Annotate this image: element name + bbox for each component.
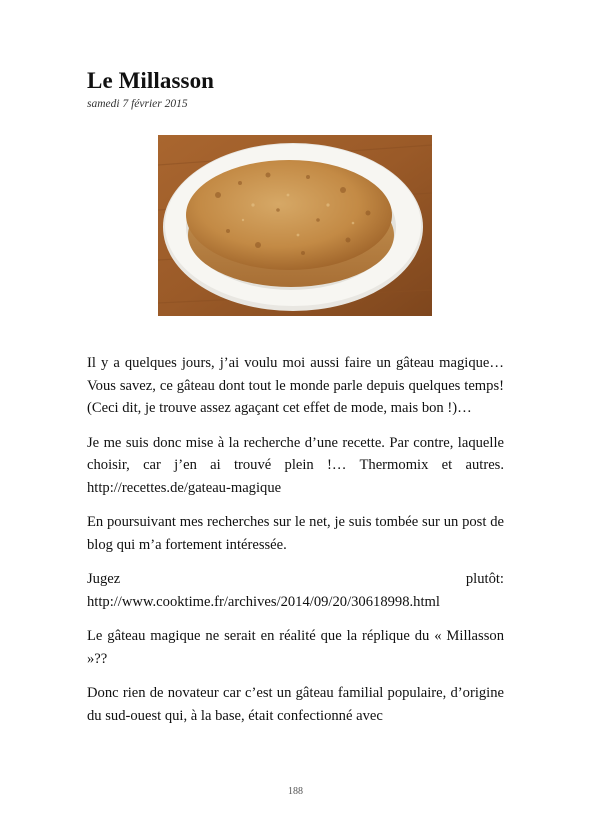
paragraph: Donc rien de novateur car c’est un gâteau familial populaire, d’origine du sud-ouest qui, à la base, était confectionné avec bbox=[87, 685, 504, 724]
paragraph: Je me suis donc mise à la recherche d’une recette. Par contre, laquelle choisir, car j’en ai trouvé plein !… Thermomix et autres. http://recettes.de/gateau-magique bbox=[87, 434, 504, 496]
paragraph: Jugez plutôt: http://www.cooktime.fr/archives/2014/09/20/30618998.html bbox=[87, 571, 504, 610]
post-date: samedi 7 février 2015 bbox=[87, 98, 188, 110]
paragraph: Il y a quelques jours, j’ai voulu moi aussi faire un gâteau magique… Vous savez, ce gâteau dont tout le monde parle depuis quelques temps! (Ceci dit, je trouve assez agaçant cet effet de mode, mais bon !)… bbox=[87, 355, 504, 416]
cake-photo bbox=[158, 135, 432, 316]
paragraph: En poursuivant mes recherches sur le net, je suis tombée sur un post de blog qui m’a fortement intéressée. bbox=[87, 514, 504, 553]
page-number: 188 bbox=[288, 786, 303, 797]
article-body bbox=[87, 352, 504, 739]
paragraph: Le gâteau magique ne serait en réalité que la réplique du « Millasson »?? bbox=[87, 628, 504, 667]
page-title: Le Millasson bbox=[87, 68, 215, 93]
